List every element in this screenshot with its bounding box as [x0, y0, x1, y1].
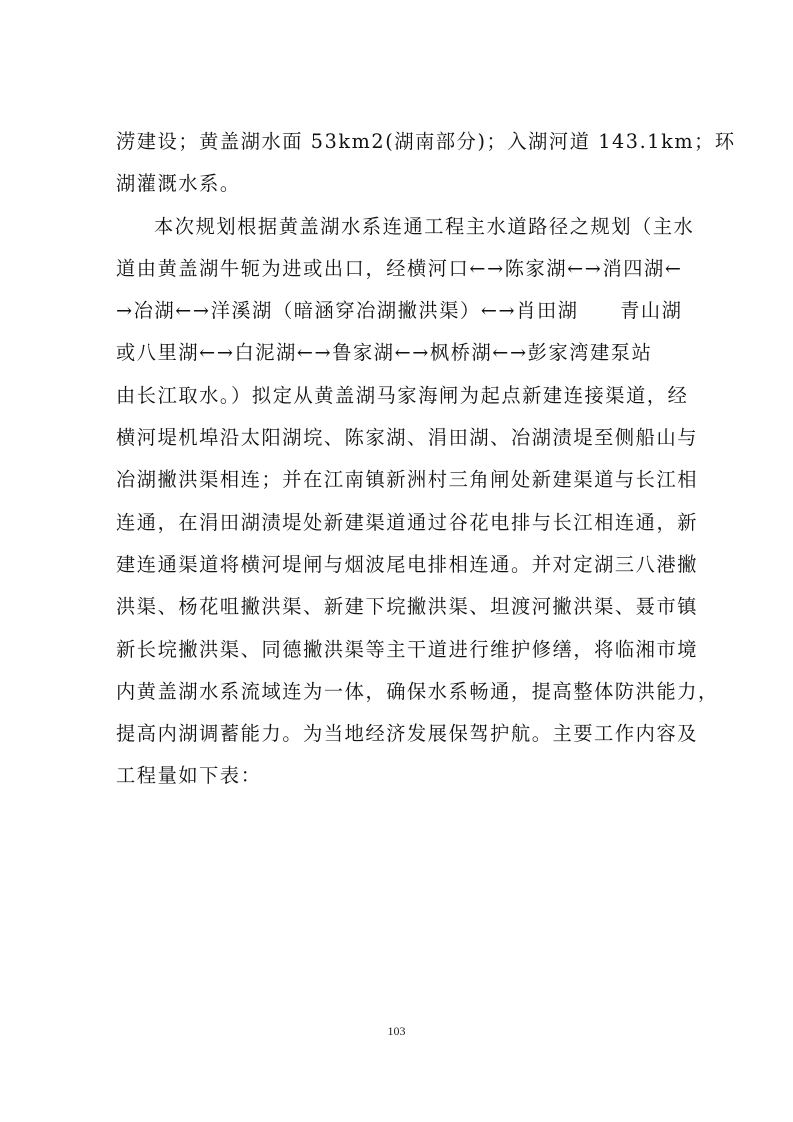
text-line: →冶湖←→洋溪湖（暗涵穿冶湖撇洪渠）←→肖田湖 青山湖 — [116, 299, 683, 323]
page-number: 103 — [387, 1024, 406, 1038]
text-line: 道由黄盖湖牛轭为进或出口，经横河口←→陈家湖←→消四湖← — [116, 256, 683, 280]
text-line: 涝建设；黄盖湖水面 53km2(湖南部分)；入湖河道 143.1km；环 — [116, 130, 736, 153]
text-line: 洪渠、杨花咀撇洪渠、新建下垸撇洪渠、坦渡河撇洪渠、聂市镇 — [116, 595, 699, 619]
text-line: 新长垸撇洪渠、同德撇洪渠等主干道进行维护修缮，将临湘市境 — [116, 637, 699, 661]
text-line: 提高内湖调蓄能力。为当地经济发展保驾护航。主要工作内容及 — [116, 722, 699, 746]
text-line: 冶湖撇洪渠相连；并在江南镇新洲村三角闸处新建渠道与长江相 — [116, 468, 699, 492]
text-line: 工程量如下表： — [116, 764, 262, 788]
text-line: 建连通渠道将横河堤闸与烟波尾电排相连通。并对定湖三八港撇 — [116, 552, 699, 576]
text-line: 湖灌溉水系。 — [116, 172, 241, 196]
text-line: 由长江取水。）拟定从黄盖湖马家海闸为起点新建连接渠道，经 — [116, 383, 689, 407]
text-line: 或八里湖←→白泥湖←→鲁家湖←→枫桥湖←→彭家湾建泵站 — [116, 341, 653, 365]
text-line: 横河堤机埠沿太阳湖垸、陈家湖、涓田湖、冶湖渍堤至侧船山与 — [116, 426, 699, 450]
text-line: 连通，在涓田湖渍堤处新建渠道通过谷花电排与长江相连通，新 — [116, 510, 699, 534]
text-line: 本次规划根据黄盖湖水系连通工程主水道路径之规划（主水 — [154, 214, 695, 238]
text-line: 内黄盖湖水系流域连为一体，确保水系畅通，提高整体防洪能力， — [116, 679, 719, 703]
body-text — [116, 121, 736, 798]
